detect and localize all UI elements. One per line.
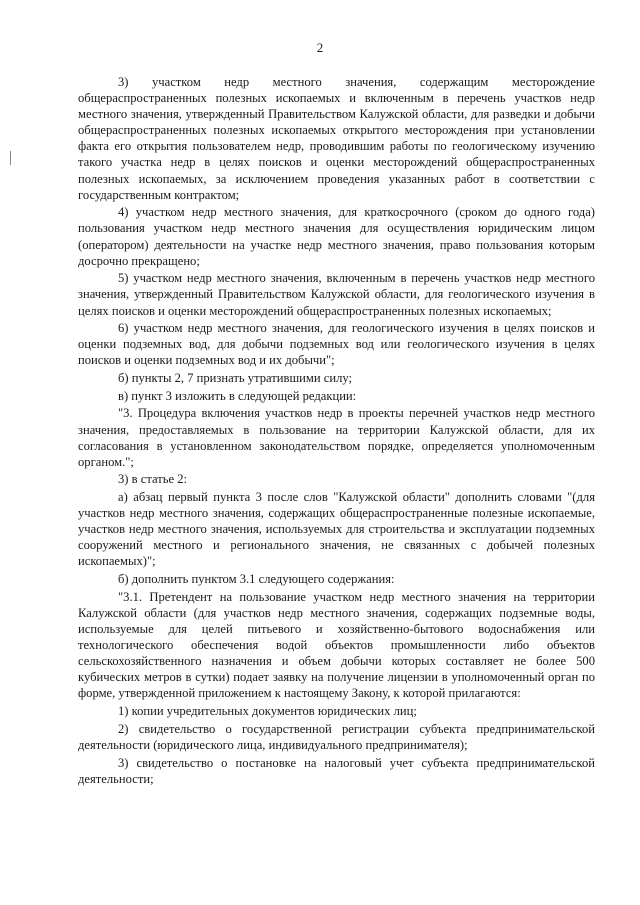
paragraph-list-item-3: 3) свидетельство о постановке на налоговый учет субъекта предпринимательской деятельности; xyxy=(78,755,595,786)
paragraph-item-4: 4) участком недр местного значения, для краткосрочного (сроком до одного года) пользования участком недр местного значения для осуществления юридическим лицом (оператором) деятельности на участке недр местного значения, право пользования которым досрочно прекращено; xyxy=(78,205,595,268)
paragraph-point-3-1: "3.1. Претендент на пользование участком недр местного значения на территории Калужской области (для участков недр местного значения, содержащих подземные воды, используемые для целей питьевого и хозяйственно-бытового водоснабжения или технологического обеспечения водой объектов промышленности либо объектов сельскохозяйственного назначения и объем добычи которых составляет не более 500 кубических метров в сутки) подает заявку на получение лицензии в уполномоченный орган по форме, утвержденной приложением к настоящему Закону, к которой прилагаются: xyxy=(78,589,595,701)
paragraph-item-6: 6) участком недр местного значения, для геологического изучения в целях поисков и оценки подземных вод, для добычи подземных вод или геологического изучения в целях поисков и оценки подземных вод и их добычи"; xyxy=(78,321,595,368)
paragraph-subpoint-a: а) абзац первый пункта 3 после слов "Калужской области" дополнить словами "(для участков недр местного значения, содержащих общераспространенные полезные ископаемые, участков недр местного значения, используемых для строительства и эксплуатации подземных сооружений местного и регионального значения, не связанных с добычей полезных ископаемых)"; xyxy=(78,490,595,569)
paragraph-item-5: 5) участком недр местного значения, включенным в перечень участков недр местного значения, утвержденный Правительством Калужской области, для геологического изучения в целях поисков и оценки месторождений общераспространенных полезных ископаемых; xyxy=(78,271,595,318)
margin-mark xyxy=(10,151,11,165)
document-body xyxy=(78,74,595,787)
paragraph-point-3-text: "3. Процедура включения участков недр в проекты перечней участков недр местного значения, предоставляемых в пользование на территории Калужской области, для их согласования в установленном законодательством порядке, определяется уполномоченным органом."; xyxy=(78,406,595,469)
paragraph-item-3: 3) участком недр местного значения, содержащим месторождение общераспространенных полезных ископаемых и включенным в перечень участков недр местного значения, утвержденный Правительством Калужской области, для разведки и добычи общераспространенных полезных ископаемых открытого месторождения при установлении факта его открытия пользователем недр, проводившим работы по геологическому изучению такого участка недр в целях поисков и оценки месторождений общераспространенных полезных ископаемых, за исключением проведения указанных работ в соответствии с государственным контрактом; xyxy=(78,75,595,202)
paragraph-subpoint-v: в) пункт 3 изложить в следующей редакции: xyxy=(118,388,357,403)
paragraph-article-2: 3) в статье 2: xyxy=(118,472,188,487)
paragraph-subpoint-b: б) пункты 2, 7 признать утратившими силу; xyxy=(118,371,353,386)
page-number: 2 xyxy=(316,40,324,55)
paragraph-subpoint-b-add: б) дополнить пунктом 3.1 следующего содержания: xyxy=(118,572,395,587)
paragraph-list-item-1: 1) копии учредительных документов юридических лиц; xyxy=(118,704,417,719)
paragraph-list-item-2: 2) свидетельство о государственной регистрации субъекта предпринимательской деятельности (юридического лица, индивидуального предпринимателя); xyxy=(78,721,595,752)
